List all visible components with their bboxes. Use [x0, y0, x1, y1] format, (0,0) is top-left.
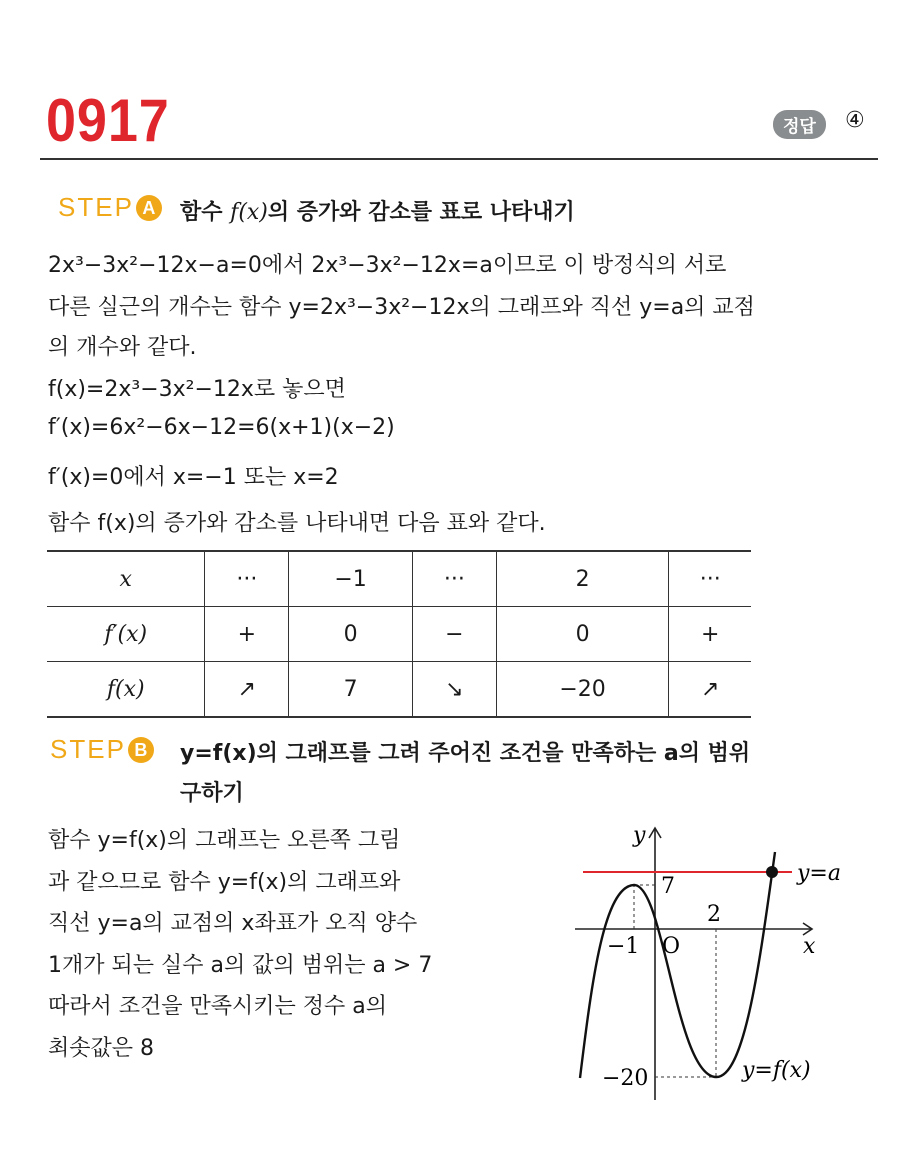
step-b-title-line-1: y=f(x)의 그래프를 그려 주어진 조건을 만족하는 a의 범위	[180, 741, 751, 766]
table-cell: x	[47, 551, 205, 607]
curve-label: y=f(x)	[742, 1058, 811, 1083]
table-cell: −20	[496, 662, 669, 718]
step-word: STEP	[50, 734, 126, 764]
y-axis-label: y	[633, 823, 646, 848]
table-cell: ···	[669, 551, 751, 607]
step-a-line-7: 함수 f(x)의 증가와 감소를 나타내면 다음 표와 같다.	[48, 511, 546, 536]
table-cell: ↗	[669, 662, 751, 718]
table-cell: ···	[205, 551, 289, 607]
table-cell: ↗	[205, 662, 289, 718]
increase-decrease-table	[47, 550, 751, 718]
answer-badge: 정답	[773, 110, 826, 139]
step-a-title	[180, 195, 575, 226]
table-cell: −	[412, 607, 496, 662]
table-cell: 7	[289, 662, 413, 718]
step-a-line-3: 의 개수와 같다.	[48, 335, 197, 360]
step-a-line-5: f′(x)=6x²−6x−12=6(x+1)(x−2)	[48, 415, 395, 440]
step-a-badge	[58, 192, 162, 223]
step-a-title-suffix: 의 증가와 감소를 표로 나타내기	[267, 200, 575, 225]
problem-number: 0917	[46, 87, 170, 154]
table-cell: +	[205, 607, 289, 662]
max-value-label: 7	[661, 874, 675, 899]
x-2-label: 2	[707, 902, 721, 927]
step-letter-b: B	[128, 737, 154, 763]
intersection-point	[766, 866, 778, 878]
table-row	[47, 551, 751, 607]
cubic-curve	[580, 852, 775, 1078]
step-a-line-2: 다른 실근의 개수는 함수 y=2x³−3x²−12x의 그래프와 직선 y=a의 교점	[48, 295, 755, 320]
header-divider	[40, 158, 878, 160]
step-b-line-2: 과 같으므로 함수 y=f(x)의 그래프와	[48, 870, 401, 895]
table-cell: 0	[289, 607, 413, 662]
step-a-line-6: f′(x)=0에서 x=−1 또는 x=2	[48, 465, 339, 490]
table-cell: −1	[289, 551, 413, 607]
table-cell: f(x)	[47, 662, 205, 718]
function-graph	[560, 815, 860, 1110]
origin-label: O	[662, 934, 681, 959]
step-word: STEP	[58, 192, 134, 222]
step-b-line-4: 1개가 되는 실수 a의 값의 범위는 a > 7	[48, 953, 433, 978]
step-b-badge	[50, 734, 154, 765]
min-value-label: −20	[602, 1066, 649, 1091]
step-a-title-prefix: 함수	[180, 200, 231, 225]
table-row	[47, 662, 751, 718]
step-a-line-4: f(x)=2x³−3x²−12x로 놓으면	[48, 377, 346, 402]
step-b-line-6: 최솟값은 8	[48, 1036, 154, 1061]
step-a-title-math: f(x)	[230, 200, 268, 225]
step-b-line-3: 직선 y=a의 교점의 x좌표가 오직 양수	[48, 911, 418, 936]
step-letter-a: A	[136, 195, 162, 221]
line-y-equals-a-label: y=a	[797, 861, 841, 886]
step-b-line-5: 따라서 조건을 만족시키는 정수 a의	[48, 994, 387, 1019]
table-cell: ···	[412, 551, 496, 607]
answer-value: ④	[845, 108, 865, 133]
table-cell: f′(x)	[47, 607, 205, 662]
step-b-title-line-2: 구하기	[180, 781, 244, 806]
x-axis-label: x	[803, 934, 816, 959]
table-cell: +	[669, 607, 751, 662]
step-b-line-1: 함수 y=f(x)의 그래프는 오른쪽 그림	[48, 828, 401, 853]
step-a-line-1: 2x³−3x²−12x−a=0에서 2x³−3x²−12x=a이므로 이 방정식의 서로	[48, 253, 727, 278]
table-cell: 0	[496, 607, 669, 662]
table-row	[47, 607, 751, 662]
table-cell: 2	[496, 551, 669, 607]
x-neg1-label: −1	[607, 934, 640, 959]
table-cell: ↘	[412, 662, 496, 718]
